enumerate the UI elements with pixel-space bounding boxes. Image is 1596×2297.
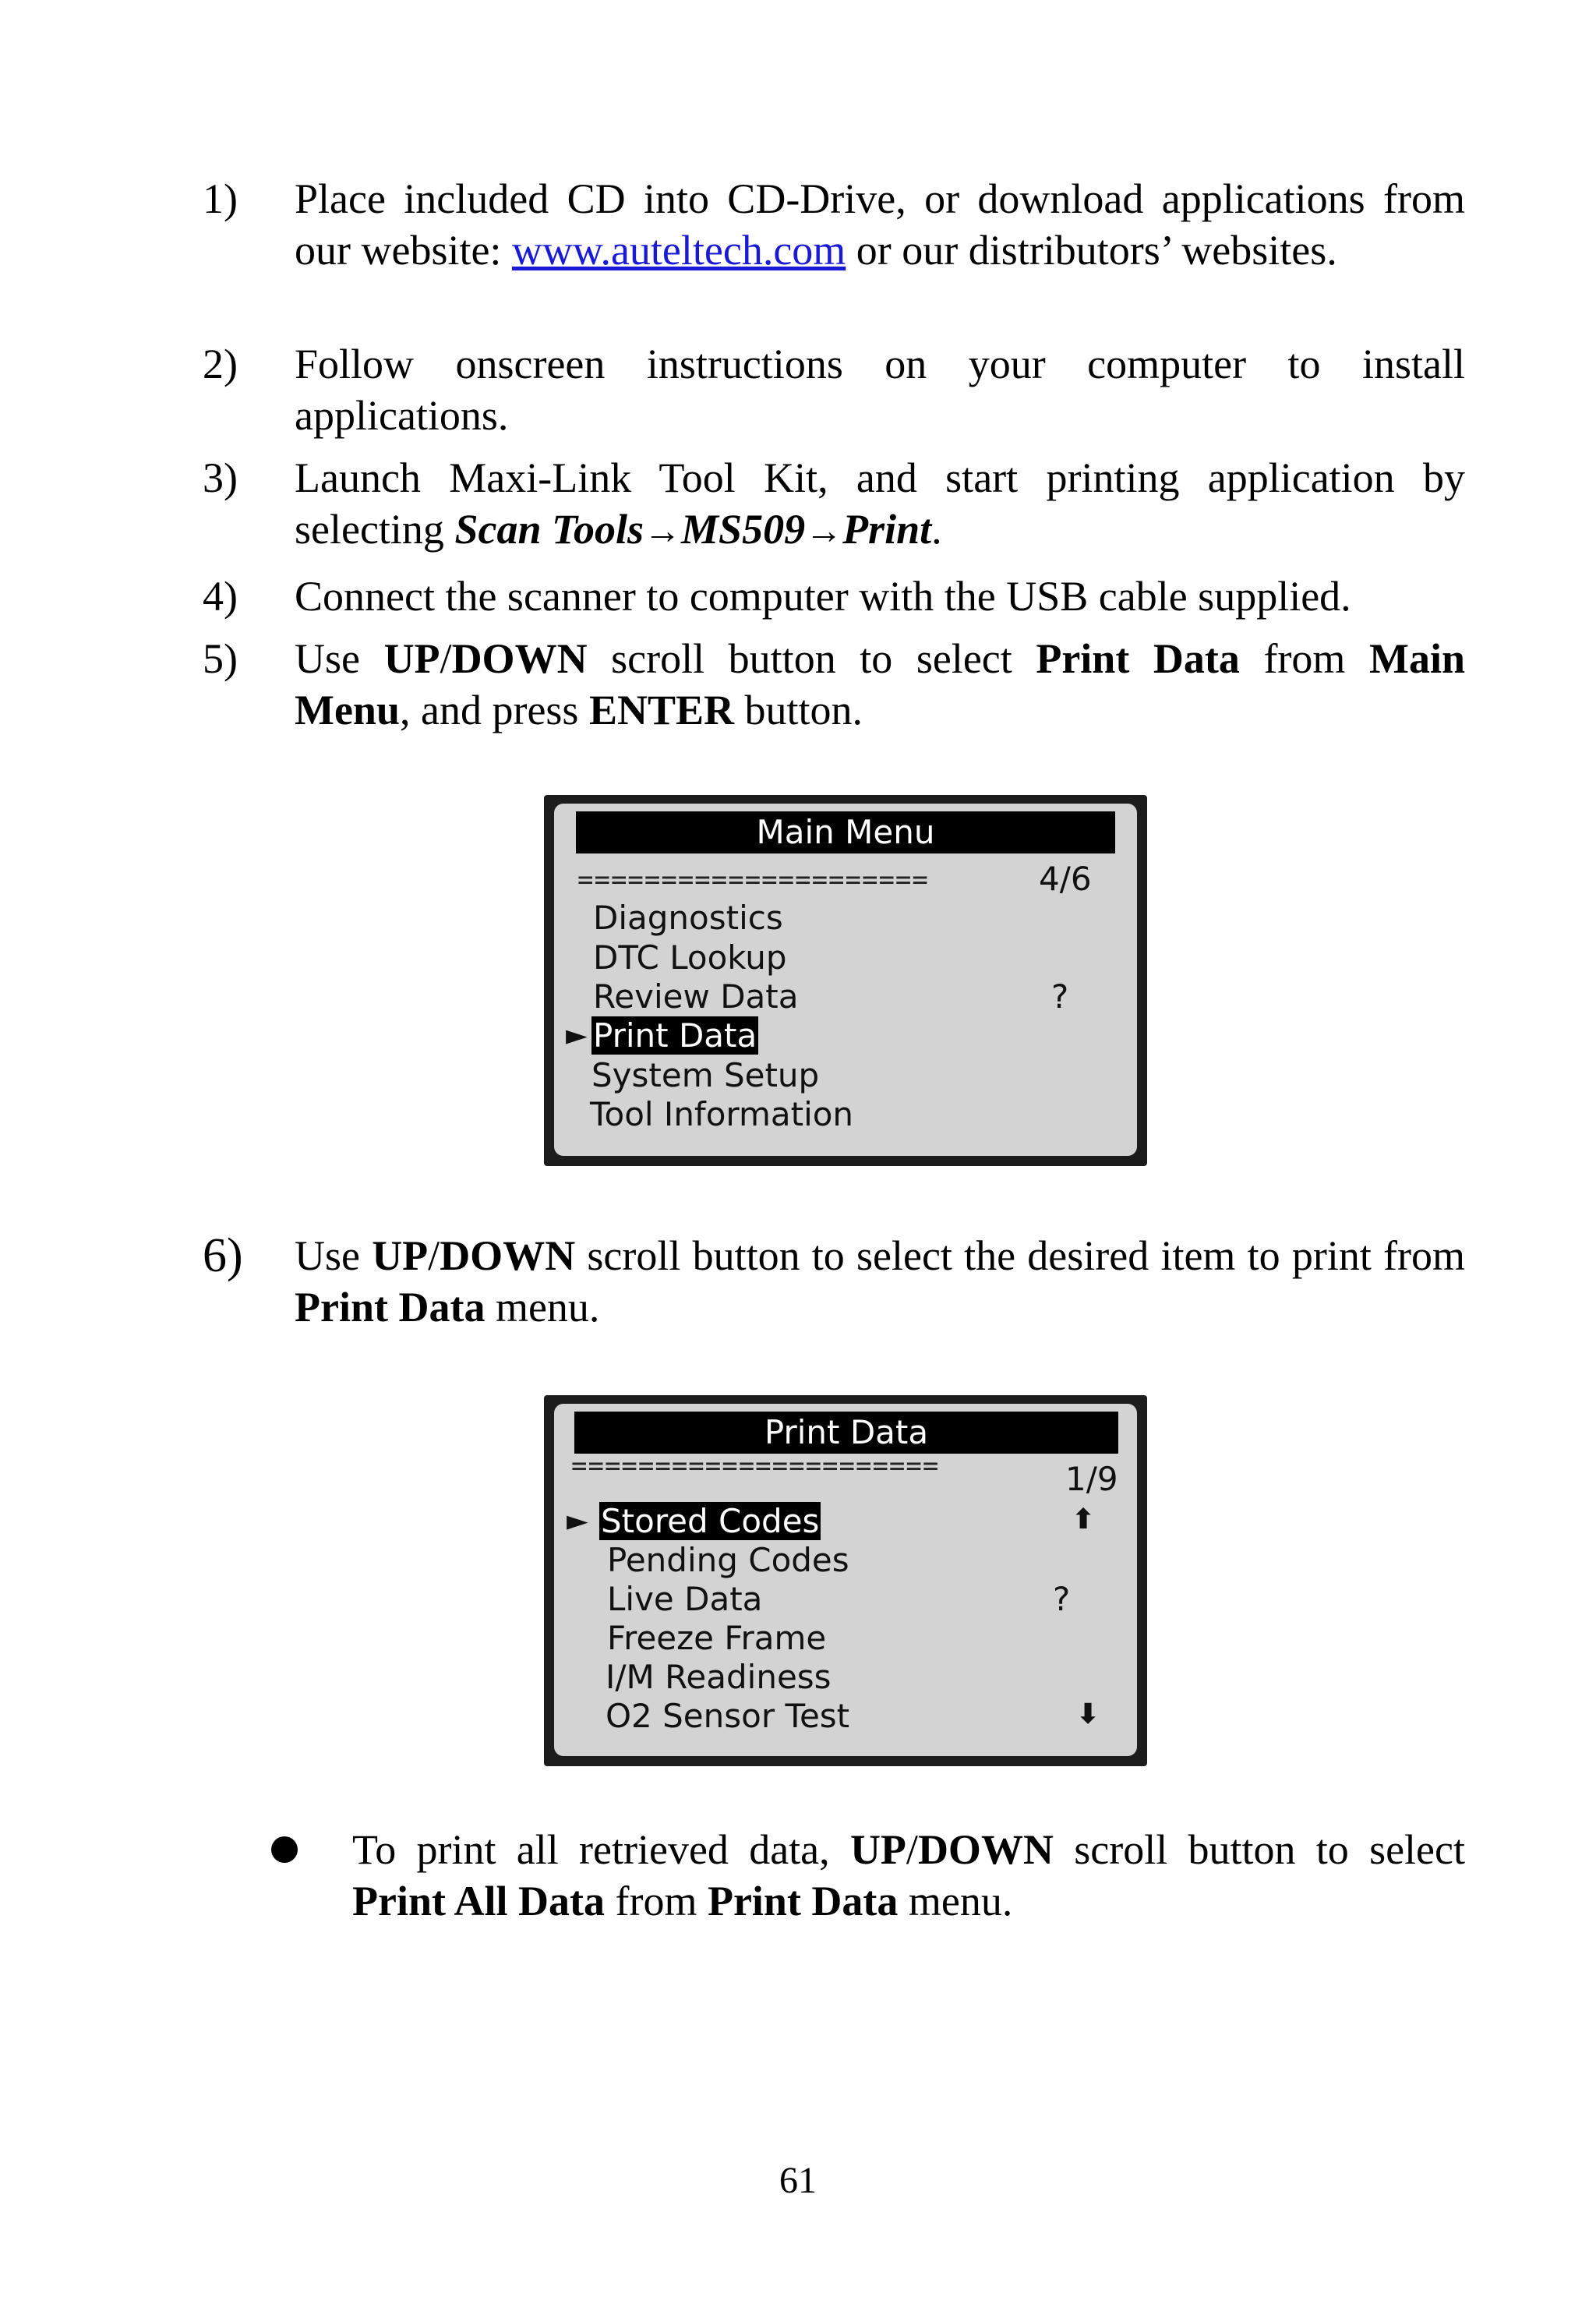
bullet-icon (271, 1836, 298, 1863)
separator: ====================== (571, 1451, 940, 1482)
text-run: / (440, 635, 452, 682)
text-run: To print all retrieved data, (352, 1826, 850, 1873)
step-5 (203, 633, 1465, 736)
step-text (295, 633, 1465, 736)
separator: ===================== (577, 864, 929, 896)
text-run: from (1239, 635, 1369, 682)
text-run: Connect the scanner to computer with the USB cable supplied. (295, 573, 1351, 620)
scroll-up-icon: ⬆ (1072, 1504, 1096, 1535)
menu-item-label: Stored Codes (601, 1502, 820, 1540)
menu-item-label: Live Data (607, 1580, 763, 1618)
step-2 (203, 338, 1465, 441)
page-indicator: 4/6 (1039, 860, 1092, 898)
menu-item[interactable] (606, 1697, 849, 1736)
text-run: , and press (400, 687, 589, 733)
menu-path-ms509: MS509 (681, 506, 806, 553)
menu-item-label: DTC Lookup (593, 938, 787, 977)
menu-item[interactable] (607, 1580, 762, 1619)
pointer-icon: ► (567, 1505, 588, 1537)
key-up: UP (372, 1232, 429, 1279)
step-1 (203, 173, 1465, 276)
text-run: Launch Maxi-Link Tool Kit, and start printing application by selecting (295, 454, 1465, 553)
step-6 (203, 1230, 1465, 1333)
step-number: 6) (203, 1229, 243, 1282)
step-text (295, 338, 1465, 441)
menu-item[interactable] (590, 1095, 853, 1134)
menu-item[interactable] (593, 938, 787, 977)
text-run: Follow onscreen instructions on your computer to install applications. (295, 341, 1465, 439)
menu-item-label: Tool Information (590, 1095, 854, 1133)
menu-path-scan-tools: Scan Tools (454, 506, 644, 553)
menu-item-label: Pending Codes (607, 1541, 849, 1579)
menu-print-all-data: Print All Data (352, 1878, 605, 1924)
text-run: / (428, 1232, 440, 1279)
step-text (295, 571, 1465, 622)
page-indicator: 1/9 (1065, 1460, 1118, 1498)
key-down: DOWN (451, 635, 588, 682)
help-icon: ? (1051, 977, 1069, 1016)
menu-item-label: Print Data (593, 1016, 757, 1055)
menu-path-print: Print (842, 506, 932, 553)
menu-item[interactable] (593, 977, 798, 1016)
step-text (295, 452, 1465, 557)
right-arrow-icon: → (644, 511, 682, 552)
page-number: 61 (779, 2160, 817, 2201)
menu-item-selected[interactable] (599, 1502, 821, 1541)
text-run: scroll button to select (587, 635, 1036, 682)
step-3 (203, 452, 1465, 557)
print-data-screen (544, 1395, 1147, 1766)
screen-title: Print Data (574, 1412, 1118, 1454)
menu-item[interactable] (607, 1541, 849, 1580)
menu-print-data: Print Data (295, 1284, 486, 1330)
right-arrow-icon: → (805, 511, 843, 552)
text-run: scroll button to select the desired item to print from (575, 1232, 1465, 1279)
help-icon: ? (1053, 1580, 1071, 1618)
text-run: Use (295, 1232, 373, 1279)
text-run: / (906, 1826, 918, 1873)
menu-item-label: O2 Sensor Test (606, 1697, 850, 1735)
bullet-note (352, 1824, 1465, 1927)
menu-print-data: Print Data (1036, 635, 1240, 682)
step-number: 2) (203, 341, 238, 387)
text-run: or our distributors’ websites. (846, 227, 1337, 274)
key-down: DOWN (440, 1232, 576, 1279)
main-menu-screen (544, 795, 1147, 1166)
menu-item[interactable] (591, 1056, 819, 1095)
step-text (295, 173, 1465, 276)
menu-item-label: System Setup (591, 1056, 820, 1094)
step-number: 3) (203, 454, 238, 501)
screen-title: Main Menu (576, 811, 1115, 853)
step-number: 5) (203, 635, 238, 682)
key-down: DOWN (917, 1826, 1054, 1873)
menu-item-selected[interactable] (591, 1016, 758, 1055)
text-run: menu. (485, 1284, 600, 1330)
menu-print-data: Print Data (707, 1878, 899, 1924)
key-up: UP (849, 1826, 906, 1873)
menu-item[interactable] (606, 1658, 832, 1697)
menu-item-label: Review Data (593, 977, 799, 1016)
text-run: from (604, 1878, 708, 1924)
step-4 (203, 571, 1465, 622)
menu-item-label: I/M Readiness (606, 1658, 832, 1696)
step-text (295, 1230, 1465, 1333)
scroll-down-icon: ⬇ (1076, 1698, 1100, 1730)
step-number: 1) (203, 175, 238, 222)
screen-display (554, 804, 1137, 1156)
text-run: scroll button to select (1053, 1826, 1465, 1873)
pointer-icon: ► (566, 1020, 588, 1051)
step-number: 4) (203, 573, 238, 620)
text-run: Place included CD into CD-Drive, or download applications from our website: (295, 175, 1465, 274)
menu-item[interactable] (593, 899, 783, 938)
text-run: Use (295, 635, 384, 682)
website-link[interactable]: www.auteltech.com (511, 227, 846, 274)
screen-display (554, 1404, 1137, 1756)
key-up: UP (383, 635, 440, 682)
text-run: . (931, 506, 942, 553)
menu-item-label: Diagnostics (593, 899, 783, 937)
text-run: button. (734, 687, 863, 733)
key-enter: ENTER (588, 687, 734, 733)
text-run: menu. (898, 1878, 1013, 1924)
menu-main-menu: Main Menu (295, 635, 1466, 733)
menu-item-label: Freeze Frame (607, 1619, 827, 1657)
menu-item[interactable] (607, 1619, 826, 1658)
